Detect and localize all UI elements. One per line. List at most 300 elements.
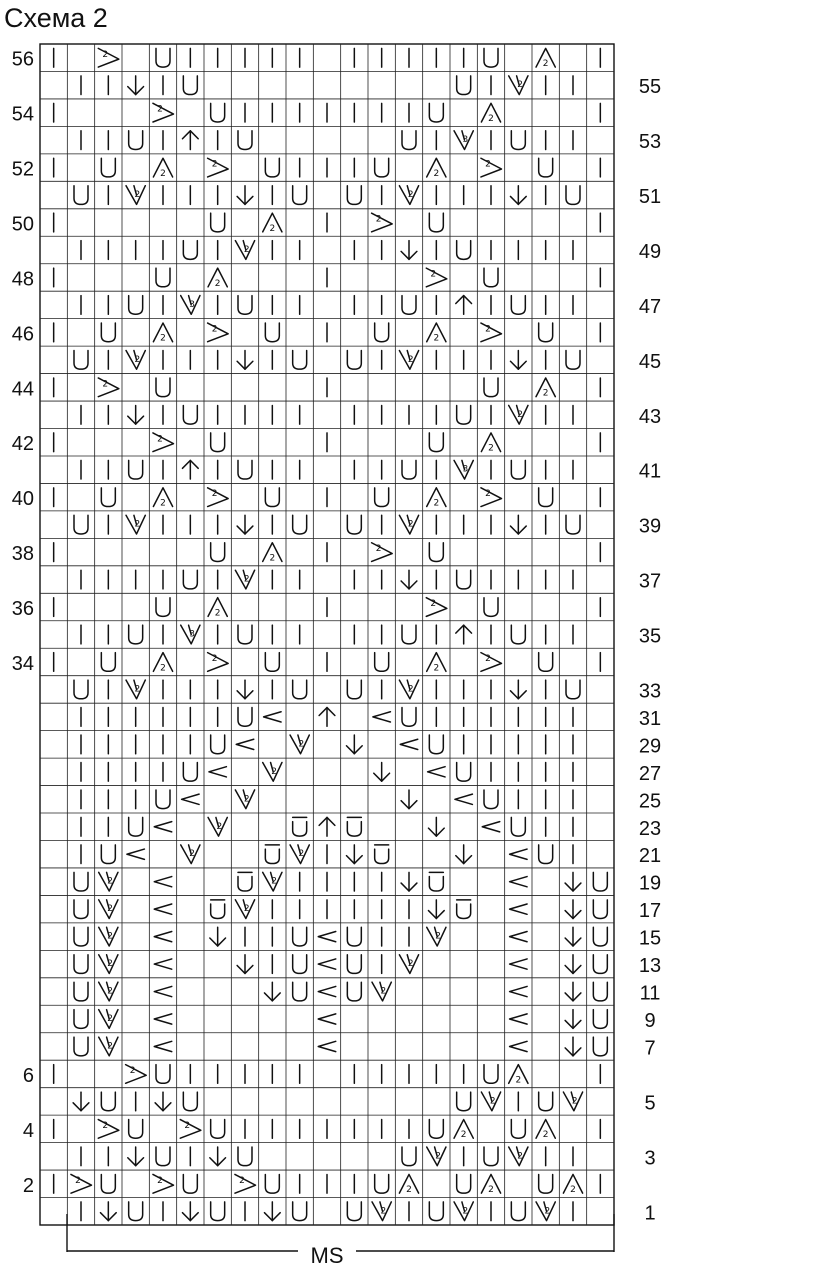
svg-text:2: 2 xyxy=(214,278,221,289)
stitch-symbol xyxy=(265,323,279,342)
stitch-symbol xyxy=(346,735,362,754)
stitch-symbol xyxy=(401,241,417,260)
stitch-symbol xyxy=(238,1147,252,1166)
stitch-symbol xyxy=(129,296,143,315)
stitch-symbol xyxy=(539,488,553,507)
stitch-symbol xyxy=(235,241,254,260)
stitch-symbol xyxy=(238,296,252,315)
stitch-symbol xyxy=(182,460,198,479)
svg-text:2: 2 xyxy=(435,931,441,942)
stitch-symbol xyxy=(265,158,279,177)
stitch-symbol xyxy=(539,1174,553,1193)
stitch-symbol xyxy=(263,762,282,781)
stitch-symbol xyxy=(208,653,229,672)
stitch-symbol xyxy=(154,1041,171,1051)
stitch-symbol xyxy=(375,653,389,672)
svg-text:2: 2 xyxy=(542,1130,549,1141)
ms-label: MS xyxy=(310,1243,344,1268)
svg-text:3: 3 xyxy=(462,464,469,475)
stitch-symbol xyxy=(156,598,170,617)
svg-text:2: 2 xyxy=(433,663,440,674)
stitch-symbol xyxy=(372,1202,391,1221)
stitch-symbol xyxy=(98,1120,119,1139)
svg-text:2: 2 xyxy=(407,959,414,970)
stitch-symbol xyxy=(481,1174,500,1195)
stitch-symbol xyxy=(74,1010,88,1029)
stitch-symbol xyxy=(180,1120,201,1139)
svg-text:2: 2 xyxy=(160,663,166,674)
svg-text:2: 2 xyxy=(134,684,141,695)
stitch-symbol xyxy=(536,1202,555,1221)
stitch-symbol xyxy=(429,1120,443,1139)
stitch-symbol xyxy=(264,982,280,1001)
stitch-symbol xyxy=(511,460,525,479)
row-number-label: 39 xyxy=(638,515,662,538)
stitch-symbol xyxy=(74,515,88,534)
stitch-symbol xyxy=(427,927,446,946)
stitch-symbol xyxy=(511,1202,525,1221)
svg-text:2: 2 xyxy=(134,354,141,365)
stitch-symbol xyxy=(101,1092,115,1111)
stitch-symbol xyxy=(237,515,253,534)
svg-text:2: 2 xyxy=(488,443,494,454)
stitch-symbol xyxy=(374,762,390,781)
stitch-symbol xyxy=(456,625,472,644)
svg-text:2: 2 xyxy=(462,1206,469,1217)
stitch-symbol xyxy=(153,323,172,344)
stitch-symbol xyxy=(183,1174,197,1193)
svg-text:2: 2 xyxy=(517,409,523,420)
stitch-symbol xyxy=(153,653,172,674)
stitch-symbol xyxy=(263,872,282,891)
stitch-symbol xyxy=(401,872,417,891)
stitch-symbol xyxy=(539,1092,553,1111)
stitch-symbol xyxy=(482,822,499,832)
stitch-symbol xyxy=(457,900,471,919)
stitch-symbol xyxy=(293,817,307,836)
stitch-symbol xyxy=(319,708,335,727)
row-number-label: 54 xyxy=(11,103,34,126)
stitch-symbol xyxy=(429,1202,443,1221)
stitch-symbol xyxy=(182,131,198,150)
stitch-symbol xyxy=(126,680,145,699)
row-number-label: 53 xyxy=(638,131,662,154)
svg-text:3: 3 xyxy=(462,135,469,146)
svg-text:2: 2 xyxy=(75,1175,81,1186)
stitch-symbol xyxy=(372,543,393,562)
svg-text:2: 2 xyxy=(544,1206,551,1217)
row-number-label: 31 xyxy=(638,707,662,730)
stitch-symbol xyxy=(347,927,361,946)
stitch-symbol xyxy=(481,653,502,672)
stitch-symbol xyxy=(129,817,143,836)
row-number-label: 45 xyxy=(638,350,662,373)
svg-text:2: 2 xyxy=(407,684,414,695)
stitch-symbol xyxy=(211,103,225,122)
stitch-symbol xyxy=(318,931,335,941)
stitch-symbol xyxy=(509,76,528,95)
stitch-symbol xyxy=(454,460,473,479)
stitch-symbol xyxy=(209,767,226,777)
stitch-symbol xyxy=(181,296,200,315)
stitch-symbol xyxy=(402,1147,416,1166)
stitch-symbol xyxy=(265,845,279,864)
svg-text:2: 2 xyxy=(157,434,163,445)
stitch-symbol xyxy=(318,986,335,996)
stitch-symbol xyxy=(565,900,581,919)
row-number-label: 51 xyxy=(638,186,662,209)
stitch-symbol xyxy=(101,653,115,672)
stitch-symbol xyxy=(510,849,527,859)
stitch-symbol xyxy=(235,900,254,919)
svg-text:2: 2 xyxy=(243,244,250,255)
stitch-symbol xyxy=(290,735,309,754)
svg-text:2: 2 xyxy=(542,388,549,399)
stitch-symbol xyxy=(510,515,526,534)
stitch-symbol xyxy=(237,680,253,699)
stitch-symbol xyxy=(101,488,115,507)
stitch-symbol xyxy=(101,845,115,864)
stitch-symbol xyxy=(347,515,361,534)
svg-text:2: 2 xyxy=(430,599,437,610)
stitch-symbol xyxy=(182,794,199,804)
stitch-symbol xyxy=(99,955,118,974)
stitch-symbol xyxy=(429,103,443,122)
stitch-symbol xyxy=(375,323,389,342)
stitch-symbol xyxy=(156,1147,170,1166)
stitch-symbol xyxy=(402,708,416,727)
svg-text:2: 2 xyxy=(571,1096,578,1107)
stitch-symbol xyxy=(183,570,197,589)
stitch-symbol xyxy=(74,1037,88,1056)
stitch-symbol xyxy=(73,1092,89,1111)
stitch-symbol xyxy=(318,1014,335,1024)
svg-text:2: 2 xyxy=(407,354,414,365)
stitch-symbol xyxy=(293,955,307,974)
row-number-label: 37 xyxy=(638,570,662,593)
stitch-symbol xyxy=(99,872,118,891)
row-number-label: 9 xyxy=(644,1010,656,1033)
svg-text:2: 2 xyxy=(517,80,523,91)
stitch-symbol xyxy=(208,488,229,507)
stitch-symbol xyxy=(481,1092,500,1111)
stitch-symbol xyxy=(154,959,171,969)
stitch-symbol xyxy=(456,296,472,315)
stitch-symbol xyxy=(238,872,252,891)
stitch-symbol xyxy=(457,1174,471,1193)
svg-text:2: 2 xyxy=(189,849,195,860)
stitch-symbol xyxy=(565,927,581,946)
stitch-symbol xyxy=(208,268,227,289)
svg-text:2: 2 xyxy=(485,159,491,170)
stitch-symbol xyxy=(347,1202,361,1221)
svg-text:2: 2 xyxy=(406,1185,412,1196)
svg-text:2: 2 xyxy=(271,876,277,887)
stitch-symbol xyxy=(238,625,252,644)
svg-text:2: 2 xyxy=(298,849,305,860)
stitch-symbol xyxy=(399,351,418,370)
stitch-symbol xyxy=(593,982,607,1001)
stitch-symbol xyxy=(593,900,607,919)
stitch-symbol xyxy=(428,900,444,919)
stitch-symbol xyxy=(373,712,390,722)
svg-text:2: 2 xyxy=(489,1096,496,1107)
stitch-symbol xyxy=(293,680,307,699)
stitch-symbol xyxy=(238,460,252,479)
stitch-symbol xyxy=(511,1120,525,1139)
stitch-symbol xyxy=(372,213,393,232)
stitch-symbol xyxy=(290,845,309,864)
stitch-symbol xyxy=(129,131,143,150)
stitch-symbol xyxy=(455,794,472,804)
stitch-symbol xyxy=(74,900,88,919)
stitch-symbol xyxy=(293,351,307,370)
stitch-symbol xyxy=(210,927,226,946)
stitch-symbol xyxy=(402,296,416,315)
row-number-label: 19 xyxy=(638,872,662,895)
stitch-symbol xyxy=(265,1174,279,1193)
svg-text:2: 2 xyxy=(407,190,414,201)
stitch-symbol xyxy=(156,48,170,67)
stitch-symbol xyxy=(265,488,279,507)
stitch-symbol xyxy=(129,1120,143,1139)
stitch-symbol xyxy=(128,76,144,95)
stitch-symbol xyxy=(235,570,254,589)
stitch-symbol xyxy=(154,877,171,887)
svg-text:2: 2 xyxy=(102,379,109,390)
chart-title: Схема 2 xyxy=(4,3,108,33)
stitch-symbol xyxy=(318,959,335,969)
stitch-symbol xyxy=(566,515,580,534)
svg-text:2: 2 xyxy=(517,1151,523,1162)
stitch-symbol xyxy=(211,900,225,919)
stitch-symbol xyxy=(510,959,527,969)
stitch-symbol xyxy=(481,488,502,507)
stitch-symbol xyxy=(510,877,527,887)
stitch-symbol xyxy=(263,213,282,234)
row-number-label: 33 xyxy=(638,680,662,703)
stitch-symbol xyxy=(99,900,118,919)
stitch-symbol xyxy=(510,986,527,996)
stitch-symbol xyxy=(156,268,170,287)
stitch-symbol xyxy=(238,131,252,150)
row-number-label: 38 xyxy=(11,543,34,566)
stitch-symbol xyxy=(372,982,391,1001)
stitch-symbol xyxy=(511,817,525,836)
svg-text:2: 2 xyxy=(433,498,440,509)
stitch-symbol xyxy=(153,1174,174,1193)
svg-text:2: 2 xyxy=(407,519,414,530)
stitch-symbol xyxy=(129,625,143,644)
stitch-symbol xyxy=(153,158,172,179)
stitch-symbol xyxy=(565,1037,581,1056)
stitch-symbol xyxy=(236,739,253,749)
stitch-symbol xyxy=(454,131,473,150)
stitch-symbol xyxy=(428,817,444,836)
stitch-symbol xyxy=(539,158,553,177)
svg-text:2: 2 xyxy=(107,1014,113,1025)
svg-text:2: 2 xyxy=(107,986,113,997)
row-number-label: 21 xyxy=(638,845,662,868)
svg-text:2: 2 xyxy=(271,766,277,777)
svg-text:2: 2 xyxy=(515,1075,522,1086)
row-number-label: 43 xyxy=(638,405,662,428)
stitch-symbol xyxy=(347,186,361,205)
svg-text:2: 2 xyxy=(485,489,491,500)
svg-text:2: 2 xyxy=(243,794,250,805)
stitch-symbol xyxy=(183,405,197,424)
stitch-symbol xyxy=(99,1037,118,1056)
stitch-symbol xyxy=(457,762,471,781)
stitch-symbol xyxy=(484,378,498,397)
stitch-symbol xyxy=(293,515,307,534)
stitch-symbol xyxy=(566,186,580,205)
stitch-symbol xyxy=(536,48,555,69)
stitch-symbol xyxy=(235,790,254,809)
stitch-symbol xyxy=(402,460,416,479)
stitch-symbol xyxy=(237,351,253,370)
stitch-symbol xyxy=(74,351,88,370)
stitch-symbol xyxy=(347,817,361,836)
stitch-symbol xyxy=(428,767,445,777)
stitch-symbol xyxy=(565,982,581,1001)
svg-text:2: 2 xyxy=(134,190,141,201)
stitch-symbol xyxy=(318,1041,335,1051)
stitch-symbol xyxy=(539,845,553,864)
stitch-symbol xyxy=(98,48,119,67)
svg-text:2: 2 xyxy=(107,876,113,887)
stitch-symbol xyxy=(346,845,362,864)
stitch-symbol xyxy=(74,955,88,974)
stitch-symbol xyxy=(293,927,307,946)
stitch-symbol xyxy=(593,927,607,946)
stitch-symbol xyxy=(457,405,471,424)
stitch-symbol xyxy=(484,598,498,617)
stitch-symbol xyxy=(211,735,225,754)
stitch-symbol xyxy=(182,1202,198,1221)
stitch-symbol xyxy=(74,186,88,205)
stitch-symbol xyxy=(99,1010,118,1029)
stitch-symbol xyxy=(98,378,119,397)
svg-text:2: 2 xyxy=(269,553,276,564)
svg-text:2: 2 xyxy=(298,739,305,750)
stitch-symbol xyxy=(347,351,361,370)
stitch-symbol xyxy=(593,955,607,974)
svg-text:2: 2 xyxy=(488,114,494,125)
row-number-label: 25 xyxy=(638,790,662,813)
row-number-label: 52 xyxy=(11,158,34,181)
stitch-symbol xyxy=(457,76,471,95)
svg-text:2: 2 xyxy=(488,1185,494,1196)
stitch-symbol xyxy=(593,1037,607,1056)
row-number-label: 27 xyxy=(638,762,662,785)
stitch-symbol xyxy=(183,1092,197,1111)
svg-text:2: 2 xyxy=(239,1175,245,1186)
svg-text:3: 3 xyxy=(189,629,195,640)
stitch-symbol xyxy=(74,982,88,1001)
stitch-symbol xyxy=(454,1120,473,1141)
svg-text:2: 2 xyxy=(216,821,223,832)
stitch-symbol xyxy=(427,488,446,509)
row-number-label: 15 xyxy=(638,927,662,950)
stitch-symbol xyxy=(265,653,279,672)
stitch-symbol xyxy=(510,1041,527,1051)
stitch-symbol xyxy=(74,872,88,891)
stitch-symbol xyxy=(511,296,525,315)
stitch-symbol xyxy=(126,186,145,205)
stitch-symbol xyxy=(347,680,361,699)
svg-text:2: 2 xyxy=(570,1185,576,1196)
stitch-symbol xyxy=(101,1174,115,1193)
row-number-label: 3 xyxy=(644,1147,656,1170)
stitch-symbol xyxy=(457,1092,471,1111)
stitch-symbol xyxy=(126,351,145,370)
stitch-symbol xyxy=(566,351,580,370)
stitch-symbol xyxy=(536,1120,555,1141)
stitch-symbol xyxy=(100,1202,116,1221)
stitch-symbol xyxy=(347,955,361,974)
row-number-label: 48 xyxy=(11,268,34,291)
stitch-symbol xyxy=(347,982,361,1001)
svg-text:2: 2 xyxy=(375,214,382,225)
stitch-symbol xyxy=(154,904,171,914)
row-number-label: 40 xyxy=(11,488,34,511)
row-number-label: 17 xyxy=(638,900,662,923)
stitch-symbol xyxy=(154,986,171,996)
stitch-symbol xyxy=(511,131,525,150)
row-number-label: 44 xyxy=(11,378,34,401)
svg-text:2: 2 xyxy=(157,104,163,115)
stitch-symbol xyxy=(510,904,527,914)
stitch-symbol xyxy=(263,543,282,564)
stitch-symbol xyxy=(565,872,581,891)
stitch-symbol xyxy=(399,515,418,534)
stitch-symbol xyxy=(129,460,143,479)
stitch-symbol xyxy=(375,488,389,507)
stitch-symbol xyxy=(510,1014,527,1024)
row-number-label: 49 xyxy=(638,240,662,263)
stitch-symbol xyxy=(154,931,171,941)
row-number-label: 13 xyxy=(638,955,662,978)
stitch-symbol xyxy=(126,1065,147,1084)
stitch-symbol xyxy=(510,186,526,205)
stitch-symbol xyxy=(566,680,580,699)
stitch-symbol xyxy=(399,186,418,205)
stitch-symbol xyxy=(457,570,471,589)
stitch-symbol xyxy=(154,822,171,832)
stitch-symbol xyxy=(156,1065,170,1084)
stitch-symbol xyxy=(211,1120,225,1139)
svg-text:2: 2 xyxy=(107,904,113,915)
stitch-symbol xyxy=(155,1092,171,1111)
row-number-label: 55 xyxy=(638,76,662,99)
row-number-label: 34 xyxy=(11,652,34,675)
stitch-symbol xyxy=(183,241,197,260)
stitch-symbol xyxy=(481,158,502,177)
row-number-label: 1 xyxy=(644,1202,656,1225)
svg-text:2: 2 xyxy=(107,931,113,942)
stitch-symbol xyxy=(181,625,200,644)
stitch-symbol xyxy=(293,982,307,1001)
stitch-symbol xyxy=(211,1202,225,1221)
svg-text:2: 2 xyxy=(485,324,491,335)
stitch-symbol xyxy=(101,323,115,342)
stitch-symbol xyxy=(153,103,174,122)
stitch-symbol xyxy=(565,1010,581,1029)
stitch-symbol xyxy=(183,762,197,781)
row-number-label: 7 xyxy=(644,1037,656,1060)
stitch-symbol xyxy=(401,790,417,809)
